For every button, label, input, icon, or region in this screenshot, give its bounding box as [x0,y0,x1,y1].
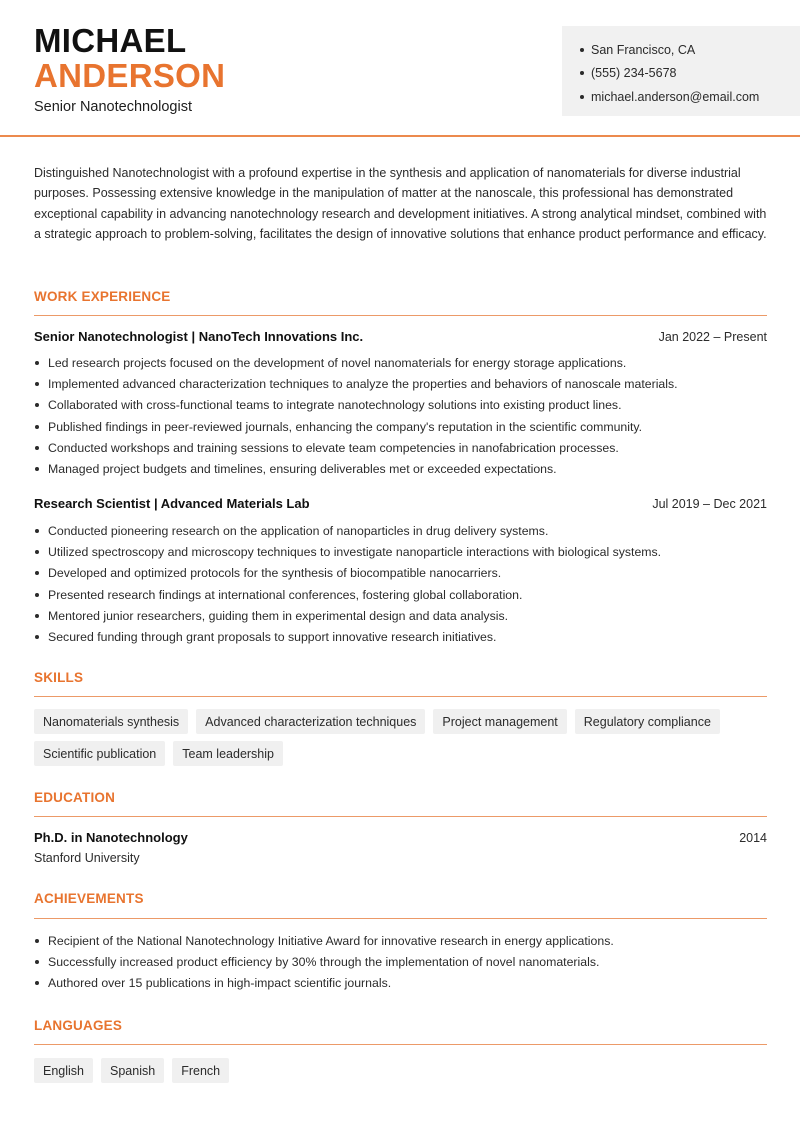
list-item [34,395,767,416]
list-item [34,416,767,437]
education-school: Stanford University [34,851,140,865]
section-title-languages: LANGUAGES [34,1018,123,1033]
job-title: Senior Nanotechnologist [34,99,192,115]
bullet-text: Conducted workshops and training sessions to elevate team competencies in nanofabrication processes. [48,440,619,455]
skills-row [34,741,283,766]
education-header [34,830,767,845]
bullet-icon [35,939,39,943]
job-bullets [34,352,767,480]
list-item [34,626,767,647]
bullet-text: Utilized spectroscopy and microscopy techniques to investigate nanoparticle interactions with biological systems. [48,544,662,559]
bullet-icon [35,635,39,639]
bullet-text: Collaborated with cross-functional teams to integrate nanotechnology solutions into existing product lines. [48,398,622,413]
section-divider [34,1044,767,1045]
job-dates: Jul 2019 – Dec 2021 [652,496,767,511]
first-name: MICHAEL [34,22,187,59]
list-item [34,520,767,541]
skill-tag: Advanced characterization techniques [196,709,425,734]
bullet-text: Presented research findings at international conferences, fostering global collaboration. [48,587,523,602]
section-divider [34,816,767,817]
skill-tag: Project management [433,709,566,734]
list-item [34,930,767,951]
bullet-text: Recipient of the National Nanotechnology Initiative Award for innovative research in energy applications. [48,933,614,948]
section-title-skills: SKILLS [34,670,84,685]
bullet-icon [35,403,39,407]
list-item [34,605,767,626]
job-dates: Jan 2022 – Present [658,329,767,344]
contact-email[interactable] [580,85,800,109]
section-title-achievements: ACHIEVEMENTS [34,891,144,906]
job-header [34,329,767,344]
bullet-icon [35,382,39,386]
bullet-icon [35,981,39,985]
job-header [34,496,767,511]
summary: Distinguished Nanotechnologist with a profound expertise in the synthesis and application of nanomaterials for diverse industrial purposes. Possessing extensive knowledge in the manipulation of matter at the nanoscale, this professional has demonstrated exceptional capability in advancing nanotechnology research and development initiatives. A strong analytical mindset, combined with a strategic approach to problem-solving, facilitates the design of innovative solutions that enhance product performance and efficacy. [34,166,767,242]
list-item [34,458,767,479]
languages-row [34,1058,229,1083]
bullet-icon [580,95,584,99]
bullet-text: Secured funding through grant proposals to support innovative research initiatives. [48,630,497,645]
job-bullets [34,520,767,648]
skill-tag: Scientific publication [34,741,165,766]
bullet-text: Authored over 15 publications in high-impact scientific journals. [48,976,392,991]
skill-tag: Regulatory compliance [575,709,720,734]
list-item [34,541,767,562]
section-divider [34,696,767,697]
bullet-icon [35,960,39,964]
bullet-icon [580,71,584,75]
list-item [34,563,767,584]
section-divider [34,315,767,316]
bullet-icon [35,425,39,429]
skills-row [34,709,720,734]
bullet-icon [35,550,39,554]
email-text[interactable]: michael.anderson@email.com [591,89,760,104]
list-item [34,373,767,394]
phone-text: (555) 234-5678 [591,66,677,81]
section-title-education: EDUCATION [34,790,116,805]
language-tag: English [34,1058,93,1083]
language-tag: French [172,1058,229,1083]
bullet-text: Mentored junior researchers, guiding them in experimental design and data analysis. [48,608,509,623]
skill-tag: Nanomaterials synthesis [34,709,188,734]
list-item [34,352,767,373]
education-degree: Ph.D. in Nanotechnology [34,830,188,845]
contact-box [562,26,800,116]
bullet-icon [35,446,39,450]
contact-phone [580,62,800,86]
resume-header [0,0,800,137]
bullet-icon [35,571,39,575]
list-item [34,951,767,972]
section-divider [34,918,767,919]
bullet-text: Developed and optimized protocols for the synthesis of biocompatible nanocarriers. [48,566,502,581]
location-text: San Francisco, CA [591,42,696,57]
bullet-icon [35,467,39,471]
skill-tag: Team leadership [173,741,283,766]
bullet-text: Successfully increased product efficiency by 30% through the implementation of novel nanomaterials. [48,954,600,969]
bullet-icon [35,614,39,618]
last-name: ANDERSON [34,57,226,94]
bullet-icon [35,361,39,365]
bullet-text: Conducted pioneering research on the application of nanoparticles in drug delivery systems. [48,523,549,538]
section-title-work: WORK EXPERIENCE [34,289,171,304]
bullet-text: Published findings in peer-reviewed journals, enhancing the company's reputation in the scientific community. [48,419,643,434]
list-item [34,437,767,458]
bullet-text: Led research projects focused on the development of novel nanomaterials for energy storage applications. [48,355,627,370]
education-year: 2014 [739,830,767,845]
list-item [34,584,767,605]
job-role: Research Scientist | Advanced Materials Lab [34,496,310,511]
bullet-text: Implemented advanced characterization techniques to analyze the properties and behaviors of nanoscale materials. [48,376,678,391]
bullet-icon [35,529,39,533]
list-item [34,973,767,994]
language-tag: Spanish [101,1058,164,1083]
bullet-icon [580,48,584,52]
bullet-text: Managed project budgets and timelines, ensuring deliverables met or exceeded expectations. [48,462,557,477]
bullet-icon [35,593,39,597]
achievement-bullets [34,930,767,994]
contact-location [580,38,800,62]
job-role: Senior Nanotechnologist | NanoTech Innovations Inc. [34,329,364,344]
